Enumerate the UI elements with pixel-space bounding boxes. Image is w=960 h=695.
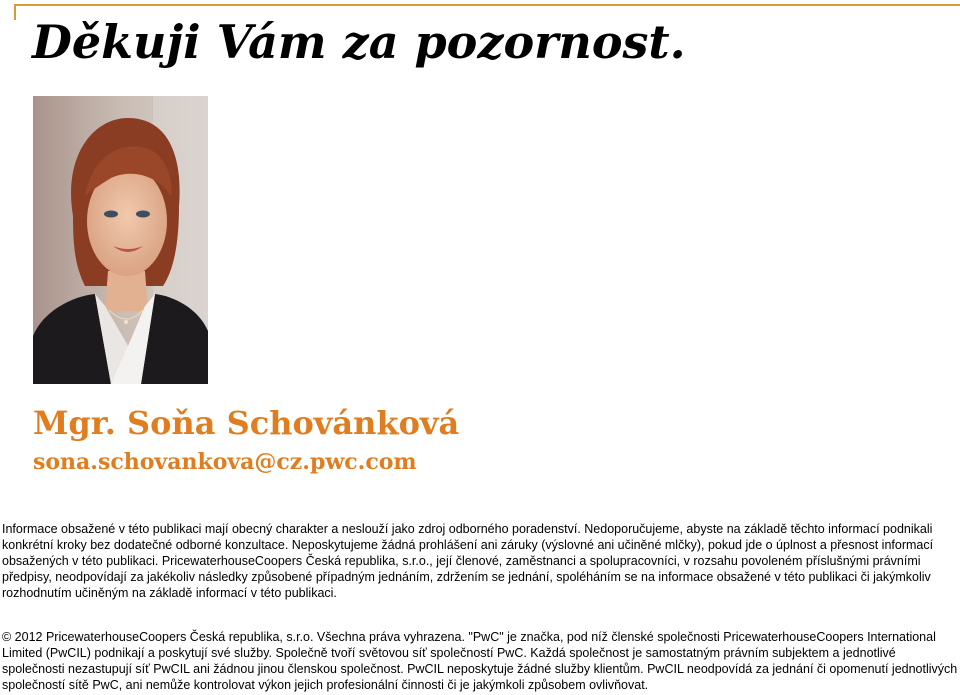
contact-email[interactable]: sona.schovankova@cz.pwc.com — [33, 449, 417, 475]
page-title: Děkuji Vám za pozornost. — [32, 15, 686, 69]
portrait-photo — [33, 96, 208, 384]
top-border-line — [14, 4, 960, 6]
copyright-text: © 2012 PricewaterhouseCoopers Česká republika, s.r.o. Všechna práva vyhrazena. "PwC" je značka, pod níž členské společnosti PricewaterhouseCoopers International Limited (PwCIL) podnikají a poskytují své služby. Společně tvoří světovou síť společností PwC. Každá společnost je samostatným právním subjektem a jednotlivé společnosti nezastupují síť PwCIL ani žádnou jinou členskou společnost. PwCIL neposkytuje žádné služby klientům. PwCIL neodpovídá za jednání či opomenutí jednotlivých společností sítě PwC, ani nemůže kontrolovat výkon jejich profesionální činnosti či je jakýmkoli způsobem ovlivňovat. — [2, 630, 958, 692]
contact-name: Mgr. Soňa Schovánková — [33, 404, 460, 442]
top-border-tick — [14, 4, 16, 20]
disclaimer-text: Informace obsažené v této publikaci mají obecný charakter a neslouží jako zdroj odborného poradenství. Nedoporučujeme, abyste na základě těchto informací podnikali konkrétní kroky bez dodatečné odborné konzultace. Neposkytujeme žádná prohlášení ani záruky (výslovné ani učiněné mlčky), pokud jde o úplnost a přesnost informací obsažených v této publikaci. PricewaterhouseCoopers Česká republika, s.r.o., její členové, zaměstnanci a spolupracovníci, v rozsahu povoleném příslušnými právními předpisy, neodpovídají za jakékoliv následky způsobené případným jednáním, zdržením se jednání, spoléháním se na informace obsažené v této publikaci či jakýmkoliv rozhodnutím učiněným na základě informací v této publikaci. — [2, 522, 934, 600]
